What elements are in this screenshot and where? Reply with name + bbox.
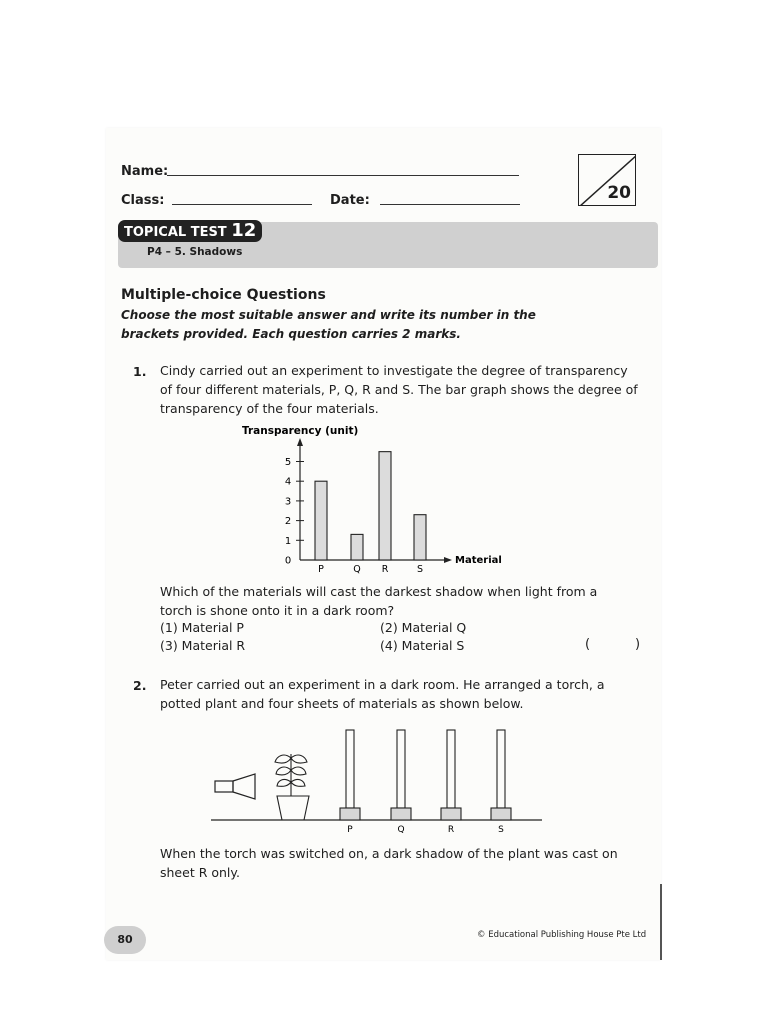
q1-stem: Cindy carried out an experiment to investigate the degree of transparency of four different materials, P, Q, R and S. The bar graph shows the degree of transparency of the four materials.: [160, 363, 638, 416]
name-label: Name:: [121, 164, 169, 179]
sheet-q: [391, 730, 411, 820]
y-tick-label: 4: [284, 476, 292, 488]
topic-label: P4 – 5. Shadows: [147, 246, 243, 258]
total-marks: 20: [607, 183, 631, 203]
y-tick-label: 3: [284, 496, 292, 508]
page-number: 80: [104, 926, 146, 954]
q2-number: 2.: [133, 678, 147, 693]
x-axis-arrow: [444, 557, 452, 563]
sheet-r: [441, 730, 461, 820]
bar-q: [351, 534, 363, 560]
badge-title: TOPICAL TEST: [124, 225, 227, 240]
y-axis-title: Transparency (unit): [242, 425, 359, 437]
x-tick-label: Q: [353, 564, 361, 575]
bar-p: [315, 481, 327, 560]
q1-option-2: (2) Material Q: [380, 620, 467, 635]
badge-number: 12: [231, 220, 257, 241]
y-tick-label: 5: [284, 457, 292, 468]
experiment-setup-diagram: [205, 724, 550, 836]
date-label: Date:: [330, 193, 370, 208]
transparency-bar-chart: [230, 420, 530, 580]
q1-answer-bracket-close: ): [635, 637, 641, 652]
q2-followup: When the torch was switched on, a dark shadow of the plant was cast on sheet R only.: [160, 846, 618, 880]
sheet-label-p: P: [347, 825, 353, 835]
topical-test-badge: [118, 220, 262, 242]
date-field[interactable]: [380, 204, 520, 205]
q1-option-1: (1) Material P: [160, 620, 244, 635]
section-instructions: Choose the most suitable answer and write its number in the brackets provided. Each question carries 2 marks.: [121, 308, 536, 341]
copyright-notice: © Educational Publishing House Pte Ltd: [477, 930, 647, 940]
score-box: [578, 154, 636, 206]
potted-plant-icon: [275, 754, 309, 820]
q1-option-3: (3) Material R: [160, 638, 246, 653]
y-axis-arrow: [297, 438, 303, 446]
x-tick-label: P: [318, 564, 324, 575]
q1-option-4: (4) Material S: [380, 638, 465, 653]
q1-number: 1.: [133, 364, 147, 379]
page-edge-line: [660, 884, 662, 960]
x-tick-label: R: [381, 564, 389, 575]
y-tick-label: 0: [284, 555, 292, 567]
y-tick-label: 1: [284, 535, 292, 547]
sheet-s: [491, 730, 511, 820]
y-tick-label: 2: [284, 516, 292, 528]
q2-stem: Peter carried out an experiment in a dark room. He arranged a torch, a potted plant and four sheets of materials as shown below.: [160, 677, 605, 711]
q1-question: Which of the materials will cast the darkest shadow when light from a torch is shone onto it in a dark room?: [160, 584, 598, 618]
q1-answer-bracket-open[interactable]: (: [585, 637, 591, 652]
sheet-label-r: R: [447, 825, 455, 835]
torch-icon: [215, 774, 255, 799]
name-field[interactable]: [167, 175, 519, 176]
class-field[interactable]: [172, 204, 312, 205]
bar-r: [379, 452, 391, 560]
class-label: Class:: [121, 193, 165, 208]
bar-s: [414, 515, 426, 560]
x-axis-title: Material: [455, 555, 502, 566]
x-tick-label: S: [416, 564, 424, 575]
sheet-label-q: Q: [397, 825, 405, 835]
sheet-label-s: S: [498, 825, 504, 835]
section-title: Multiple-choice Questions: [121, 287, 326, 303]
sheet-p: [340, 730, 360, 820]
